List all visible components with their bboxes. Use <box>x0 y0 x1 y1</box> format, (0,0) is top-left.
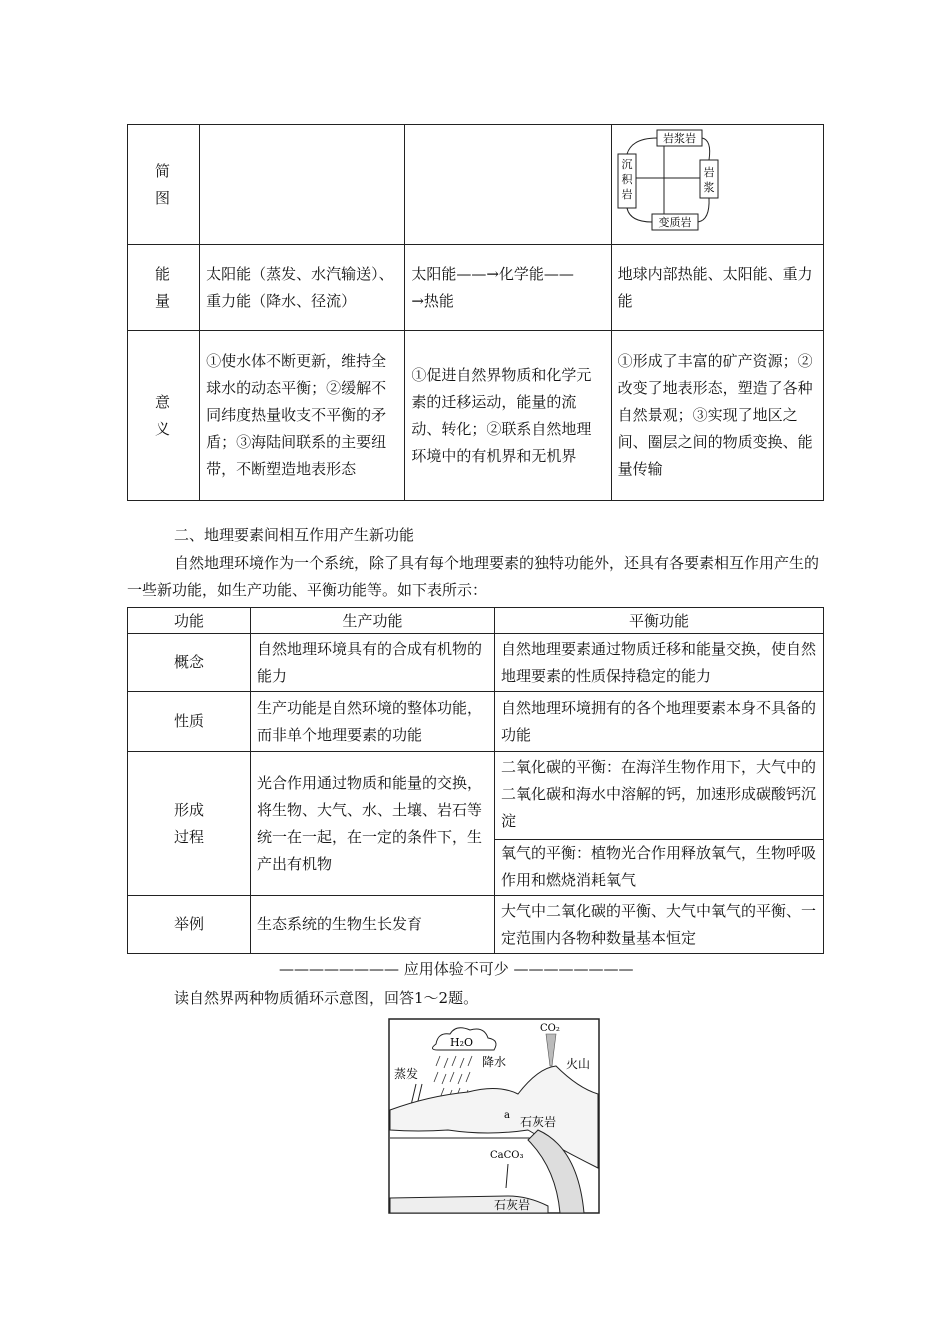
meaning-biochem: ①促进自然界物质和化学元素的迁移运动，能量的流动、转化；②联系自然地理环境中的有机界和无机界 <box>405 331 611 501</box>
rock-label-sedimentary: 沉积岩 <box>621 157 633 201</box>
label-limestone-bottom: 石灰岩 <box>494 1198 531 1212</box>
concept-balance: 自然地理要素通过物质迁移和能量交换，使自然地理要素的性质保持稳定的能力 <box>495 634 824 692</box>
label-volcano: 火山 <box>566 1057 591 1071</box>
meaning-rock: ①形成了丰富的矿产资源；②改变了地表形态，塑造了各种自然景观；③实现了地区之间、圈层之间的物质变换、能量传输 <box>611 331 823 501</box>
label-char: 量 <box>155 291 173 310</box>
question-prompt: 读自然界两种物质循环示意图，回答1～2题。 <box>174 989 479 1007</box>
energy-line: →热能 <box>411 291 454 310</box>
label-char: 意 <box>155 392 173 411</box>
label-line: 过程 <box>173 827 204 846</box>
row-label-example: 举例 <box>128 896 251 954</box>
diagram-cell-biochem <box>405 125 611 245</box>
section-heading: 二、地理要素间相互作用产生新功能 <box>174 526 415 544</box>
row-label-process <box>128 752 251 896</box>
row-label-concept: 概念 <box>128 634 251 692</box>
function-table <box>127 607 824 954</box>
label-co2: CO₂ <box>540 1023 560 1034</box>
process-balance <box>495 752 824 896</box>
energy-biochem <box>405 245 611 331</box>
label-caco3: CaCO₃ <box>490 1150 524 1161</box>
label-char: 能 <box>155 264 173 283</box>
rock-label-magmatic: 岩浆岩 <box>662 131 696 145</box>
label-char: 简 <box>155 161 173 180</box>
example-balance: 大气中二氧化碳的平衡、大气中氧气的平衡、一定范围内各物种数量基本恒定 <box>495 896 824 954</box>
section-divider: ———————— 应用体验不可少 ———————— <box>279 960 634 978</box>
col-header-balance: 平衡功能 <box>495 608 824 634</box>
nature-balance: 自然地理环境拥有的各个地理要素本身不具备的功能 <box>495 692 824 752</box>
label-h2o: H₂O <box>450 1036 474 1049</box>
section-paragraph: 自然地理环境作为一个系统，除了具有每个地理要素的独特功能外，还具有各要素相互作用产生的一些新功能，如生产功能、平衡功能等。如下表所示： <box>127 554 820 599</box>
label-rain: 降水 <box>482 1055 507 1069</box>
energy-rock: 地球内部热能、太阳能、重力能 <box>611 245 823 331</box>
label-evaporation: 蒸发 <box>394 1067 419 1081</box>
o2-balance: 氧气的平衡：植物光合作用释放氧气，生物呼吸作用和燃烧消耗氧气 <box>495 839 823 894</box>
label-char: 义 <box>155 419 173 438</box>
co2-balance: 二氧化碳的平衡：在海洋生物作用下，大气中的二氧化碳和海水中溶解的钙，加速形成碳酸钙沉淀 <box>501 757 817 830</box>
diagram-cell-water <box>200 125 405 245</box>
diagram-cell-rock <box>611 125 823 245</box>
material-cycle-figure <box>388 1018 600 1214</box>
col-header-production: 生产功能 <box>251 608 495 634</box>
label-limestone-top: 石灰岩 <box>520 1115 557 1129</box>
diagram-row-label <box>128 125 200 245</box>
label-char: 图 <box>155 188 173 207</box>
rock-label-metamorphic: 变质岩 <box>658 215 692 229</box>
label-line: 形成 <box>173 800 204 819</box>
rock-label-magma: 岩浆 <box>703 165 715 194</box>
nature-production: 生产功能是自然环境的整体功能，而非单个地理要素的功能 <box>251 692 495 752</box>
energy-water: 太阳能（蒸发、水汽输送）、重力能（降水、径流） <box>200 245 405 331</box>
concept-production: 自然地理环境具有的合成有机物的能力 <box>251 634 495 692</box>
process-production: 光合作用通过物质和能量的交换，将生物、大气、水、土壤、岩石等统一在一起，在一定的条件下，生产出有机物 <box>251 752 495 896</box>
energy-row-label <box>128 245 200 331</box>
meaning-row-label <box>128 331 200 501</box>
col-header-function: 功能 <box>128 608 251 634</box>
cycle-table <box>127 124 824 501</box>
row-label-nature: 性质 <box>128 692 251 752</box>
example-production: 生态系统的生物生长发育 <box>251 896 495 954</box>
label-a: a <box>504 1110 510 1121</box>
meaning-water: ①使水体不断更新，维持全球水的动态平衡；②缓解不同纬度热量收支不平衡的矛盾；③海陆间联系的主要纽带，不断塑造地表形态 <box>200 331 405 501</box>
energy-line: 太阳能——→化学能—— <box>411 264 574 283</box>
rock-cycle-diagram <box>612 126 820 244</box>
